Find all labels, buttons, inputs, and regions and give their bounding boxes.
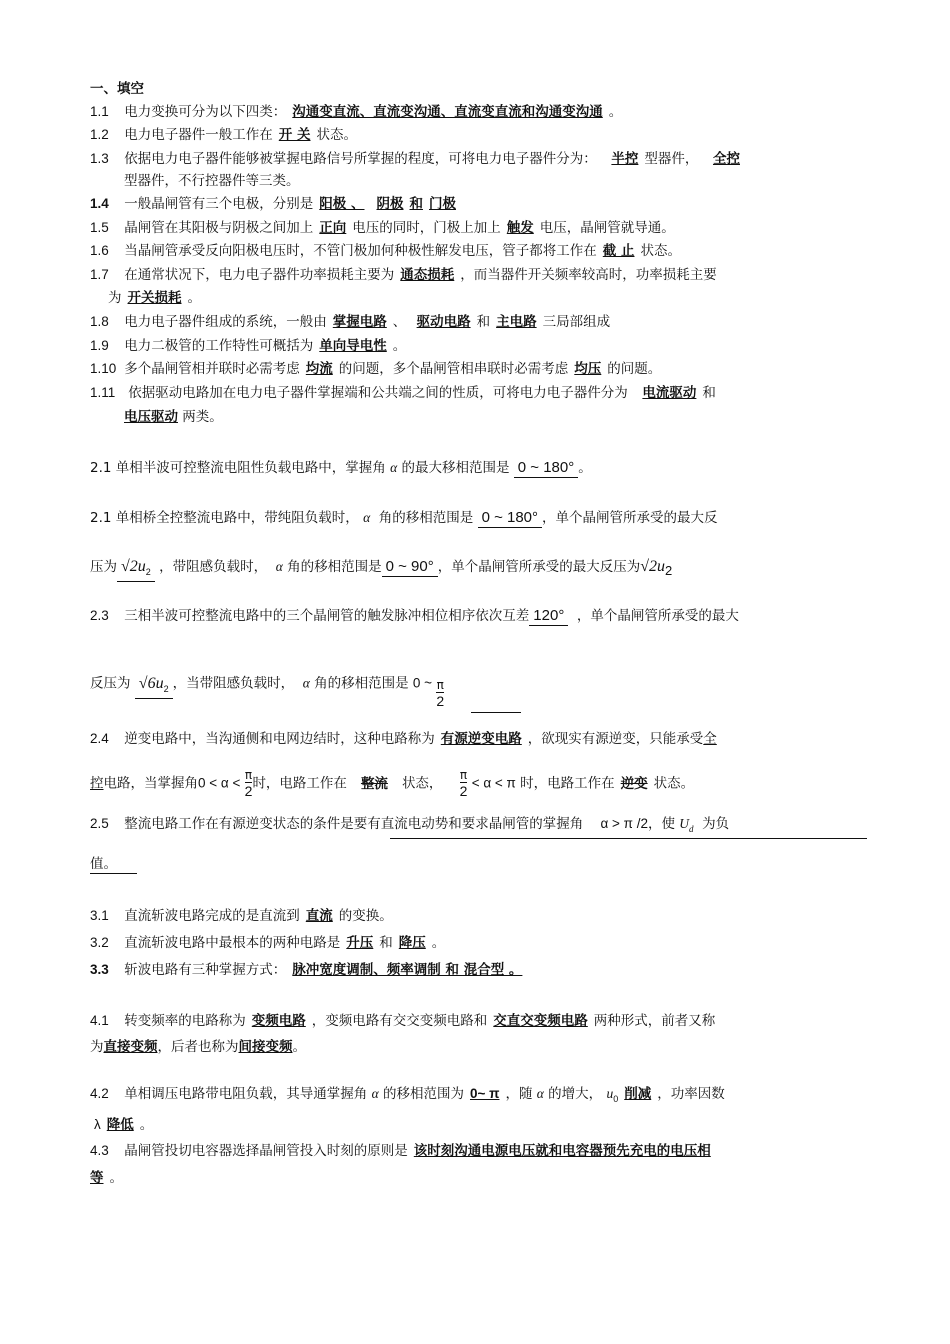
answer: 降低 <box>106 1117 134 1133</box>
question-1-10: 1.10 多个晶闸管相并联时必需考虑 均流 的问题，多个晶闸管相串联时必需考虑 均压 的问题。 <box>90 361 662 377</box>
answer: 门极 <box>429 196 456 212</box>
answer: 逆变 <box>620 775 648 792</box>
answer: 有源逆变电路 <box>440 731 522 747</box>
answer: 全控 <box>712 151 740 167</box>
question-number: 2.5 <box>90 816 109 831</box>
question-2-1b-line2: 压为 $√2u_2$ ，带阻感负载时， α 角的移相范围是 0 ~ 90° ，单个晶闸管所承受的最大反压为$√2u_2$ <box>90 558 672 582</box>
question-2-4: 2.4 逆变电路中，当沟通侧和电网边结时，这种电路称为 有源逆变电路 ，欲现实有源逆变，只能承受全 <box>90 731 717 747</box>
question-number: 1.3 <box>90 151 109 166</box>
answer: 电流驱动 <box>642 385 697 401</box>
question-1-1: 1.1 电力变换可分为以下四类： 沟通变直流、直流变沟通、直流变直流和沟通变沟通 。 <box>90 104 623 120</box>
answer: 主电路 <box>496 314 537 330</box>
answer: 脉冲宽度调制、频率调制 和 混合型 。 <box>292 962 523 978</box>
pi-over-2-fraction: $\frac{\pi}{2}$ <box>459 768 468 799</box>
answer: 降压 <box>398 935 426 951</box>
answer: 间接变频 <box>238 1039 293 1055</box>
answer: 等 <box>90 1170 104 1186</box>
question-1-2: 1.2 电力电子器件一般工作在 开 关 状态。 <box>90 127 357 143</box>
answer: 阳极 、 <box>319 196 365 212</box>
question-number: 1.10 <box>90 361 117 376</box>
question-number: 1.6 <box>90 243 109 258</box>
question-1-5: 1.5 晶闸管在其阳极与阴极之间加上 正向 电压的同时，门极上加上 触发 电压，晶闸管就导通。 <box>90 220 675 236</box>
question-number: 3.2 <box>90 935 109 950</box>
answer: 0 ~ 180° <box>478 509 542 528</box>
question-2-5-line2: 值。 <box>90 855 137 874</box>
answer: $√2u_2$ <box>640 558 673 578</box>
answer: 正向 <box>319 220 347 236</box>
answer: 通态损耗 <box>400 267 455 283</box>
answer-underline <box>390 838 867 839</box>
question-4-2-line2: λ 降低 。 <box>94 1117 154 1133</box>
question-4-1-line2: 为直接变频，后者也称为间接变频。 <box>90 1039 306 1055</box>
question-number: 1.1 <box>90 104 109 119</box>
answer: 0 ~ 90° <box>382 558 438 577</box>
answer: 开关损耗 <box>127 290 182 306</box>
question-1-7: 1.7 在通常状况下，电力电子器件功率损耗主要为 通态损耗 ，而当器件开关频率较高时，功率损耗主要 <box>90 267 717 283</box>
answer: 截 止 <box>602 243 635 259</box>
pi-over-2-fraction: $\frac{\pi}{2}$ <box>244 768 253 799</box>
question-number: 2.3 <box>90 608 109 623</box>
answer: 该时刻沟通电源电压就和电容器预先充电的电压相 <box>413 1143 711 1159</box>
answer: 半控 <box>611 151 639 167</box>
answer: 掌握电路 <box>332 314 387 330</box>
answer: 沟通变直流、直流变沟通、直流变直流和沟通变沟通 <box>292 104 603 120</box>
question-1-11: 1.11 依据驱动电路加在电力电子器件掌握端和公共端之间的性质，可将电力电子器件分为 电流驱动 和 <box>90 385 716 401</box>
answer: 触发 <box>506 220 534 236</box>
answer: 升压 <box>346 935 374 951</box>
question-number: 1.2 <box>90 127 109 142</box>
answer: 120° <box>529 607 568 626</box>
answer: 电压驱动 <box>124 409 178 425</box>
question-number: 1.4 <box>90 196 109 211</box>
question-4-2: 4.2 单相调压电路带电阻负载，其导通掌握角 α 的移相范围为 0~ π ，随 α 的增大， $u_0$ 削减 ，功率因数 <box>90 1086 725 1104</box>
question-1-9: 1.9 电力二极管的工作特性可概括为 单向导电性 。 <box>90 338 407 354</box>
question-4-1: 4.1 转变频率的电路称为 变频电路 ，变频电路有交交变频电路和 交直交变频电路 两种形式，前者又称 <box>90 1013 716 1029</box>
question-number: 1.5 <box>90 220 109 235</box>
answer: 开 关 <box>278 127 311 143</box>
question-3-3: 3.3 斩波电路有三种掌握方式： 脉冲宽度调制、频率调制 和 混合型 。 <box>90 961 528 979</box>
answer: 阴极 <box>376 196 404 212</box>
answer: 均压 <box>574 361 602 377</box>
question-2-3-line2: 反压为 $√6u_2$ ，当带阻感负载时， α 角的移相范围是 0 ~ $\frac{\pi}{2}$ <box>90 674 445 709</box>
answer: 变频电路 <box>251 1013 306 1029</box>
answer: 整流 <box>360 775 388 792</box>
question-2-3: 2.3 三相半波可控整流电路中的三个晶闸管的触发脉冲相位相序依次互差 120° ，单个晶闸管所承受的最大 <box>90 607 739 624</box>
question-number: 1.7 <box>90 267 109 282</box>
question-2-4-line2: 控电路，当掌握角0 < α < $\frac{\pi}{2}$ 时，电路工作在 整流 状态， $\frac{\pi}{2}$ < α < π 时，电路工作在 逆变 状态。 <box>90 768 695 799</box>
question-1-7-line2: 为 开关损耗 。 <box>108 290 201 306</box>
question-1-3-line2: 型器件，不行控器件等三类。 <box>124 173 300 189</box>
answer: 直接变频 <box>103 1039 158 1055</box>
question-number: 1.11 <box>90 385 116 400</box>
answer: α > π /2 <box>600 816 648 831</box>
answer: $√2u_2$ <box>117 558 155 582</box>
question-number: 2.1 <box>90 460 112 476</box>
question-number: 4.1 <box>90 1013 109 1028</box>
answer: 直流 <box>305 908 333 924</box>
question-4-3: 4.3 晶闸管投切电容器选择晶闸管投入时刻的原则是 该时刻沟通电源电压就和电容器预先充电的电压相 <box>90 1142 717 1160</box>
question-1-3: 1.3 依据电力电子器件能够被掌握电路信号所掌握的程度，可将电力电子器件分为： 半控 型器件， 全控 <box>90 150 746 168</box>
question-number: 3.1 <box>90 908 109 923</box>
answer: 削减 <box>624 1086 652 1102</box>
question-number: 2.1 <box>90 510 112 526</box>
question-number: 1.9 <box>90 338 109 353</box>
question-4-3-line2: 等 。 <box>90 1170 123 1186</box>
answer: $√6u_2$ <box>135 675 173 699</box>
answer: 0 ~ 180° <box>514 459 578 478</box>
answer: 0 ~ <box>412 675 433 691</box>
question-1-4: 1.4 一般晶闸管有三个电极，分别是 阳极 、 阴极 和 门极 <box>90 195 462 213</box>
answer: 均流 <box>305 361 333 377</box>
question-number: 4.2 <box>90 1086 109 1101</box>
answer: 0~ π <box>469 1086 500 1101</box>
question-1-8: 1.8 电力电子器件组成的系统，一般由 掌握电路 、 驱动电路 和 主电路 三局部组成 <box>90 314 611 330</box>
question-2-5: 2.5 整流电路工作在有源逆变状态的条件是要有直流电动势和要求晶闸管的掌握角 α > π /2，使 $U_d$ 为负 <box>90 816 730 834</box>
answer-underline <box>471 712 521 713</box>
question-1-6: 1.6 当晶闸管承受反向阳极电压时，不管门极加何种极性解发电压，管子都将工作在 截 止 状态。 <box>90 243 681 259</box>
question-3-1: 3.1 直流斩波电路完成的是直流到 直流 的变换。 <box>90 908 393 924</box>
answer: 单向导电性 <box>319 338 387 354</box>
question-2-1a: 2.1 单相半波可控整流电阻性负载电路中，掌握角 α 的最大移相范围是 0 ~ 180° 。 <box>90 459 592 476</box>
answer: 驱动电路 <box>416 314 471 330</box>
question-2-1b: 2.1 单相桥全控整流电路中，带纯阻负载时， α 角的移相范围是 0 ~ 180° ，单个晶闸管所承受的最大反 <box>90 509 718 526</box>
question-number: 4.3 <box>90 1143 109 1158</box>
pi-over-2-fraction: $\frac{\pi}{2}$ <box>436 678 445 709</box>
answer: 交直交变频电路 <box>493 1013 588 1029</box>
question-number: 1.8 <box>90 314 109 329</box>
question-1-11-line2: 电压驱动 两类。 <box>124 409 223 425</box>
section-heading: 一、填空 <box>90 81 144 97</box>
question-number: 3.3 <box>90 962 109 977</box>
question-3-2: 3.2 直流斩波电路中最根本的两种电路是 升压 和 降压 。 <box>90 935 446 951</box>
question-number: 2.4 <box>90 731 109 746</box>
